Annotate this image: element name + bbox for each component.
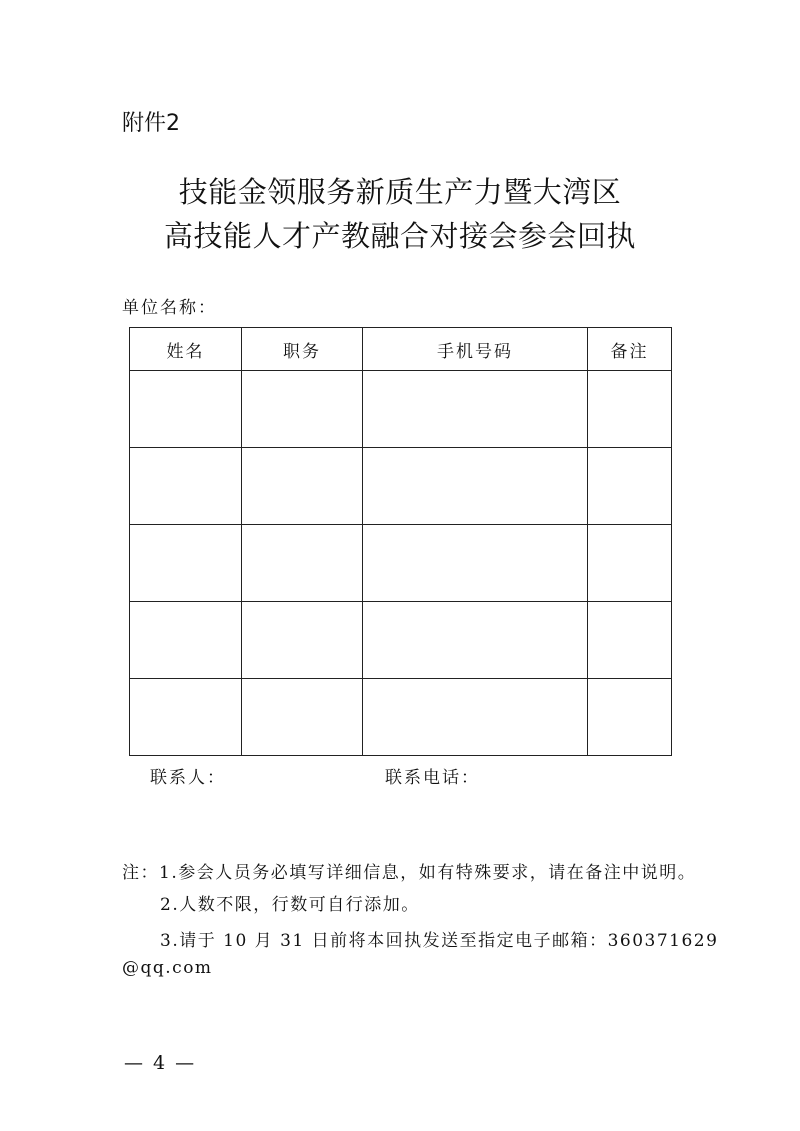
cell-mobile[interactable] <box>363 371 588 448</box>
cell-name[interactable] <box>130 371 242 448</box>
attachment-label: 附件2 <box>122 111 180 136</box>
note-line-3: 3.请于 10 月 31 日前将本回执发送至指定电子邮箱：360371629 <box>160 931 719 951</box>
header-mobile: 手机号码 <box>363 328 588 371</box>
cell-remarks[interactable] <box>588 525 672 602</box>
cell-position[interactable] <box>242 679 363 756</box>
table-row <box>130 525 672 602</box>
unit-name-label: 单位名称： <box>122 298 217 318</box>
cell-position[interactable] <box>242 525 363 602</box>
cell-name[interactable] <box>130 679 242 756</box>
contact-person-label: 联系人： <box>150 768 226 788</box>
registration-table <box>129 327 672 756</box>
document-title-line1: 技能金领服务新质生产力暨大湾区 <box>178 175 622 209</box>
header-name: 姓名 <box>130 328 242 371</box>
note-line-1: 注：1.参会人员务必填写详细信息，如有特殊要求，请在备注中说明。 <box>122 863 697 883</box>
cell-mobile[interactable] <box>363 525 588 602</box>
cell-position[interactable] <box>242 371 363 448</box>
cell-remarks[interactable] <box>588 448 672 525</box>
contact-phone-label: 联系电话： <box>385 768 480 788</box>
table-header-row <box>130 328 672 371</box>
header-position: 职务 <box>242 328 363 371</box>
document-title-line2: 高技能人才产教融合对接会参会回执 <box>163 219 636 253</box>
note-line-2: 2.人数不限，行数可自行添加。 <box>160 895 420 915</box>
table-row <box>130 371 672 448</box>
cell-mobile[interactable] <box>363 448 588 525</box>
cell-mobile[interactable] <box>363 679 588 756</box>
cell-remarks[interactable] <box>588 679 672 756</box>
table-row <box>130 602 672 679</box>
cell-name[interactable] <box>130 525 242 602</box>
table-row <box>130 679 672 756</box>
table-row <box>130 448 672 525</box>
note-line-4-email-suffix: @qq.com <box>122 958 213 978</box>
cell-position[interactable] <box>242 448 363 525</box>
cell-name[interactable] <box>130 602 242 679</box>
cell-position[interactable] <box>242 602 363 679</box>
header-remarks: 备注 <box>588 328 672 371</box>
page-number: — 4 — <box>124 1052 197 1074</box>
cell-mobile[interactable] <box>363 602 588 679</box>
cell-remarks[interactable] <box>588 371 672 448</box>
cell-remarks[interactable] <box>588 602 672 679</box>
cell-name[interactable] <box>130 448 242 525</box>
